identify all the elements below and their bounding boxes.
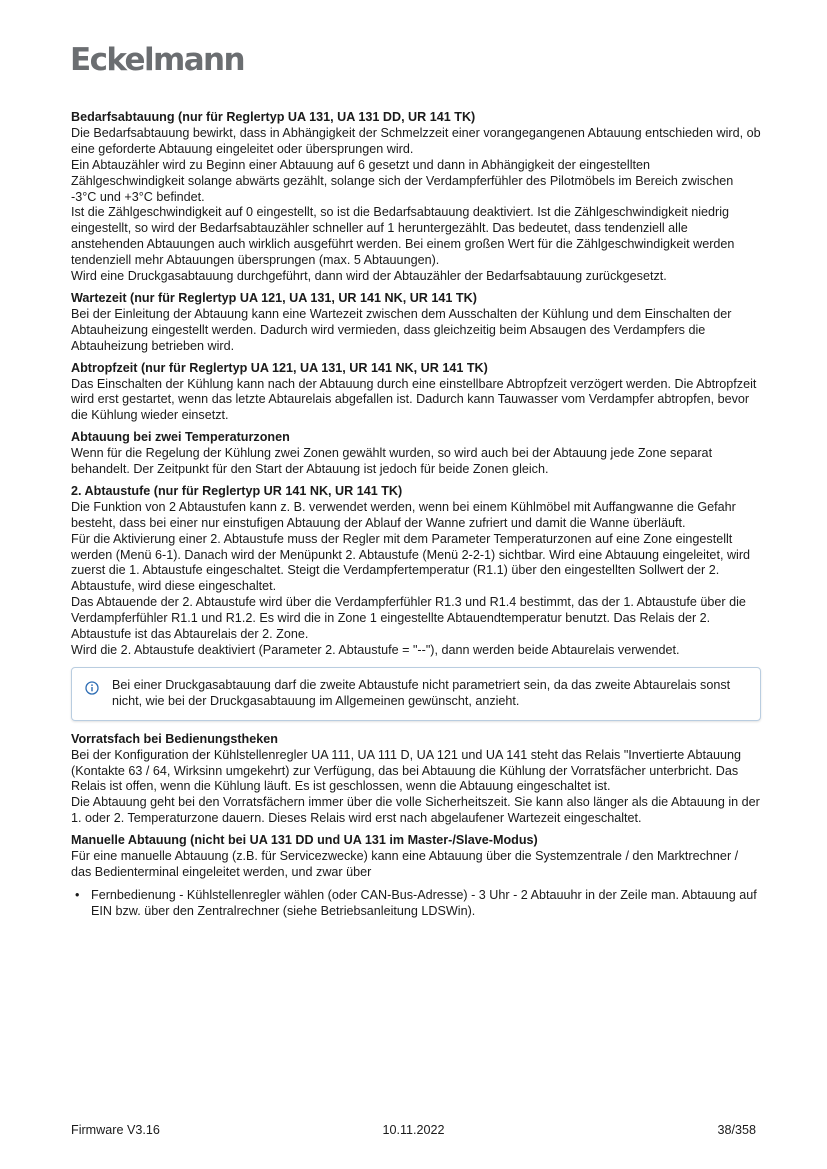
paragraph-line: Bei der Konfiguration der Kühlstellenregler UA 111, UA 111 D, UA 121 und UA 141 steht das Relais "Invertierte Abtauung (Kontakte 63 / 64, Wirksinn umgekehrt) zur Verfügung, das bei Abtauung die Kühlung der Vorratsfächer unterbricht. Das Relais ist offen, wenn die Kühlung läuft. Es ist geschlossen, wenn die Abtauung eingeschaltet ist. xyxy=(71,747,742,794)
document-body xyxy=(71,110,761,926)
info-icon xyxy=(85,681,99,695)
section-heading: Abtauung bei zwei Temperaturzonen xyxy=(71,430,290,445)
section-heading: Abtropfzeit (nur für Reglertyp UA 121, UA 131, UR 141 NK, UR 141 TK) xyxy=(71,360,488,375)
section-heading: Vorratsfach bei Bedienungstheken xyxy=(71,731,278,746)
section-zwei-temperaturzonen xyxy=(71,430,761,478)
bullet-list xyxy=(71,888,761,920)
section-abtropfzeit xyxy=(71,361,761,425)
section-zweite-abtaustufe xyxy=(71,484,761,659)
paragraph-line: Wird eine Druckgasabtauung durchgeführt, dann wird der Abtauzähler der Bedarfsabtauung zurückgesetzt. xyxy=(71,269,667,284)
paragraph-line: Wird die 2. Abtaustufe deaktiviert (Parameter 2. Abtaustufe = "--"), dann werden beide Abtaurelais verwendet. xyxy=(71,643,680,657)
company-logo: Eckelmann xyxy=(70,42,244,78)
paragraph-line: Die Bedarfsabtauung bewirkt, dass in Abhängigkeit der Schmelzzeit einer vorangegangenen Abtauung entschieden wird, ob eine geforderte Abtauung eingeleitet oder übersprungen wird. xyxy=(71,125,761,156)
paragraph-line: Ist die Zählgeschwindigkeit auf 0 eingestellt, so ist die Bedarfsabtauung deaktiviert. Ist die Zählgeschwindigkeit niedrig eingestellt, so wird der Bedarfsabtauzähler schneller auf 1 heruntergezählt. Das bedeutet, dass tendenziell alle anstehenden Abtauungen auch wirklich ausgeführt werden. Bei einem großen Wert für die Zählgeschwindigkeit werden tendenziell mehr Abtauungen übersprungen (max. 5 Abtauungen). xyxy=(71,205,735,268)
paragraph-line: Für die Aktivierung einer 2. Abtaustufe muss der Regler mit dem Parameter Temperaturzonen auf eine Zone eingestellt werden (Menü 6-1). Danach wird der Menüpunkt 2. Abtaustufe (Menü 2-2-1) sichtbar. Wird eine Abtauung eingeleitet, wird zuerst die 1. Abtaustufe eingeschaltet. Steigt die Verdampfertemperatur (R1.1) über den eingestellten Sollwert der 2. Abtaustufe, wird diese eingeschaltet. xyxy=(71,531,751,594)
paragraph-line: Wenn für die Regelung der Kühlung zwei Zonen gewählt wurden, so wird auch bei der Abtauung jede Zone separat behandelt. Der Zeitpunkt für den Start der Abtauung ist jedoch für beide Zonen gleich. xyxy=(71,446,713,477)
note-text: Bei einer Druckgasabtauung darf die zweite Abtaustufe nicht parametriert sein, da das zweite Abtaurelais sonst nicht, wie bei der Druckgasabtauung im Allgemeinen gewünscht, anzieht. xyxy=(112,677,731,708)
paragraph-line: Für eine manuelle Abtauung (z.B. für Servicezwecke) kann eine Abtauung über die Systemzentrale / den Marktrechner / das Bedienterminal eingeleitet werden, und zwar über xyxy=(71,849,739,879)
section-vorratsfach xyxy=(71,732,761,827)
section-heading: Wartezeit (nur für Reglertyp UA 121, UA 131, UR 141 NK, UR 141 TK) xyxy=(71,290,477,305)
footer-date: 10.11.2022 xyxy=(382,1123,445,1137)
section-heading: 2. Abtaustufe (nur für Reglertyp UR 141 NK, UR 141 TK) xyxy=(71,483,403,498)
section-manuelle-abtauung xyxy=(71,833,761,920)
paragraph-line: Ein Abtauzähler wird zu Beginn einer Abtauung auf 6 gesetzt und dann in Abhängigkeit der eingestellten Zählgeschwindigkeit solange abwärts gezählt, solange sich der Verdampferfühler des Pilotmöbels im Bereich zwischen -3°C und +3°C befindet. xyxy=(71,157,734,204)
section-wartezeit xyxy=(71,291,761,355)
footer-firmware: Firmware V3.16 xyxy=(71,1123,160,1137)
bullet-dot-icon: • xyxy=(75,887,80,902)
list-item-text: Fernbedienung - Kühlstellenregler wählen (oder CAN-Bus-Adresse) - 3 Uhr - 2 Abtauuhr in der Zeile man. Abtauung auf EIN bzw. über den Zentralrechner (siehe Betriebsanleitung LDSWin). xyxy=(91,887,757,918)
paragraph-line: Bei der Einleitung der Abtauung kann eine Wartezeit zwischen dem Ausschalten der Kühlung und dem Einschalten der Abtauheizung eingestellt werden. Dadurch wird vermieden, dass gleichzeitig beim Absaugen des Verdampfers die Abtauheizung betrieben wird. xyxy=(71,306,732,353)
paragraph-line: Das Abtauende der 2. Abtaustufe wird über die Verdampferfühler R1.3 und R1.4 bestimmt, das der 1. Abtaustufe über die Verdampferfühler R1.1 und R1.2. Es wird die in Zone 1 eingestellte Abtauendtemperatur benutzt. Das Relais der 2. Abtaustufe ist das Abtaurelais der 2. Zone. xyxy=(71,595,746,642)
list-item xyxy=(71,888,761,920)
info-note-box xyxy=(71,667,761,721)
paragraph-line: Das Einschalten der Kühlung kann nach der Abtauung durch eine einstellbare Abtropfzeit verzögert werden. Die Abtropfzeit wird erst gestartet, wenn das letzte Abtaurelais abgefallen ist. Dadurch kann Tauwasser vom Verdampfer abtropfen, bevor die Kühlung wieder einsetzt. xyxy=(71,376,757,423)
section-heading: Bedarfsabtauung (nur für Reglertyp UA 131, UA 131 DD, UR 141 TK) xyxy=(71,110,476,124)
footer-page-number: 38/358 xyxy=(717,1123,756,1137)
section-bedarfsabtauung xyxy=(71,110,761,285)
section-heading: Manuelle Abtauung (nicht bei UA 131 DD und UA 131 im Master-/Slave-Modus) xyxy=(71,833,538,848)
paragraph-line: Die Abtauung geht bei den Vorratsfächern immer über die volle Sicherheitszeit. Sie kann also länger als die Abtauung in der 1. oder 2. Temperaturzone dauern. Dieses Relais wird erst nach abgelaufener Wartezeit eingeschaltet. xyxy=(71,795,760,826)
paragraph-line: Die Funktion von 2 Abtaustufen kann z. B. verwendet werden, wenn bei einem Kühlmöbel mit Auffangwanne die Gefahr besteht, dass bei einer nur einstufigen Abtauung der Ablauf der Wanne zufriert und damit die Wanne überläuft. xyxy=(71,499,736,530)
